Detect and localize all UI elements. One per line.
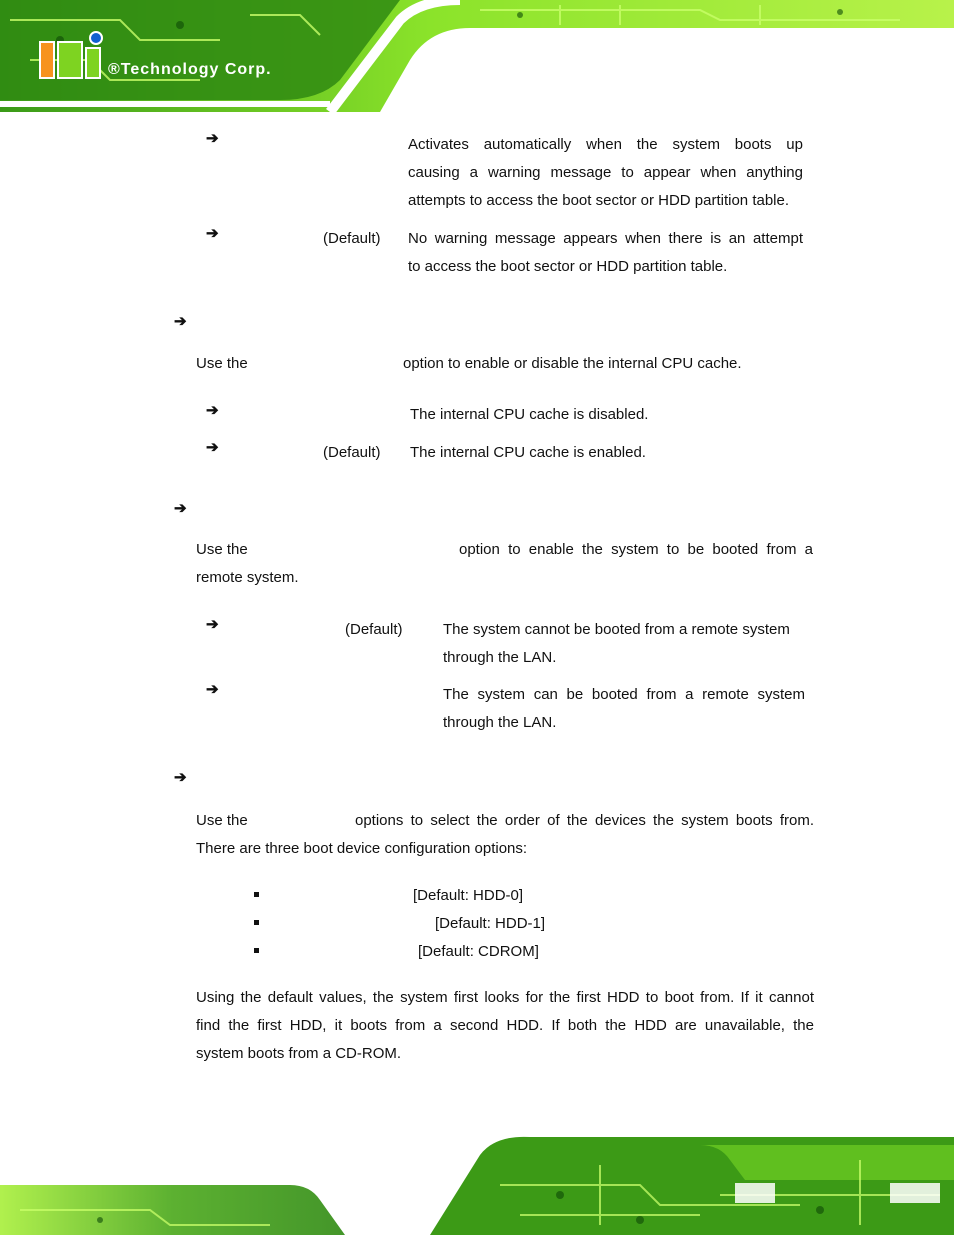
bullet-icon	[254, 948, 259, 953]
boot-order-summary: Using the default values, the system first looks for the first HDD to boot from. If it cannot find the first HDD, it boots from a second HDD. If both the HDD are unavailable, the system boots from a CD-ROM.	[196, 989, 814, 1062]
cpu-cache-intro-start: Use the	[196, 355, 248, 372]
boot-order-intro-end: options to select the order of the devices the system boots from.	[355, 812, 814, 829]
lan-boot-intro-start: Use the	[196, 541, 248, 558]
lan-boot-disabled-description-line1: The system cannot be booted from a remote system	[443, 621, 790, 638]
arrow-right-icon: ➔	[174, 500, 187, 517]
lan-boot-enabled-description-line2: through the LAN.	[443, 714, 557, 731]
arrow-right-icon: ➔	[206, 439, 219, 456]
option-disabled-description: No warning message appears when there is an attempt to access the boot sector or HDD partition table.	[408, 230, 803, 275]
boot-option-3-default: [Default: CDROM]	[418, 943, 539, 960]
lan-boot-disabled-description-line2: through the LAN.	[443, 649, 557, 666]
cpu-cache-enabled-description: The internal CPU cache is enabled.	[410, 444, 646, 461]
default-label: (Default)	[323, 444, 381, 461]
lan-boot-intro-line2: remote system.	[196, 569, 299, 586]
lan-boot-enabled-description-line1: The system can be booted from a remote system	[443, 686, 805, 703]
arrow-right-icon: ➔	[174, 769, 187, 786]
boot-order-intro-line2: There are three boot device configuration options:	[196, 840, 528, 857]
circuit-board-header-image	[0, 0, 954, 112]
arrow-right-icon: ➔	[206, 681, 219, 698]
company-name: ®Technology Corp.	[108, 61, 272, 78]
bullet-icon	[254, 920, 259, 925]
arrow-right-icon: ➔	[206, 616, 219, 633]
option-enabled-description: Activates automatically when the system boots up causing a warning message to appear when anything attempts to access the boot sector or HDD partition table.	[408, 136, 803, 209]
arrow-right-icon: ➔	[174, 313, 187, 330]
cpu-cache-disabled-description: The internal CPU cache is disabled.	[410, 406, 649, 423]
boot-order-intro-start: Use the	[196, 812, 248, 829]
cpu-cache-intro-end: option to enable or disable the internal CPU cache.	[403, 355, 742, 372]
arrow-right-icon: ➔	[206, 402, 219, 419]
boot-option-2-default: [Default: HDD-1]	[435, 915, 546, 932]
page-header	[0, 0, 954, 112]
arrow-right-icon: ➔	[206, 130, 219, 147]
bullet-icon	[254, 892, 259, 897]
default-label: (Default)	[323, 230, 381, 247]
arrow-right-icon: ➔	[206, 225, 219, 242]
page-footer	[0, 1125, 954, 1235]
circuit-board-footer-image	[0, 1125, 954, 1235]
default-label: (Default)	[345, 621, 403, 638]
lan-boot-intro-end: option to enable the system to be booted from a	[459, 541, 813, 558]
boot-option-1-default: [Default: HDD-0]	[413, 887, 524, 904]
